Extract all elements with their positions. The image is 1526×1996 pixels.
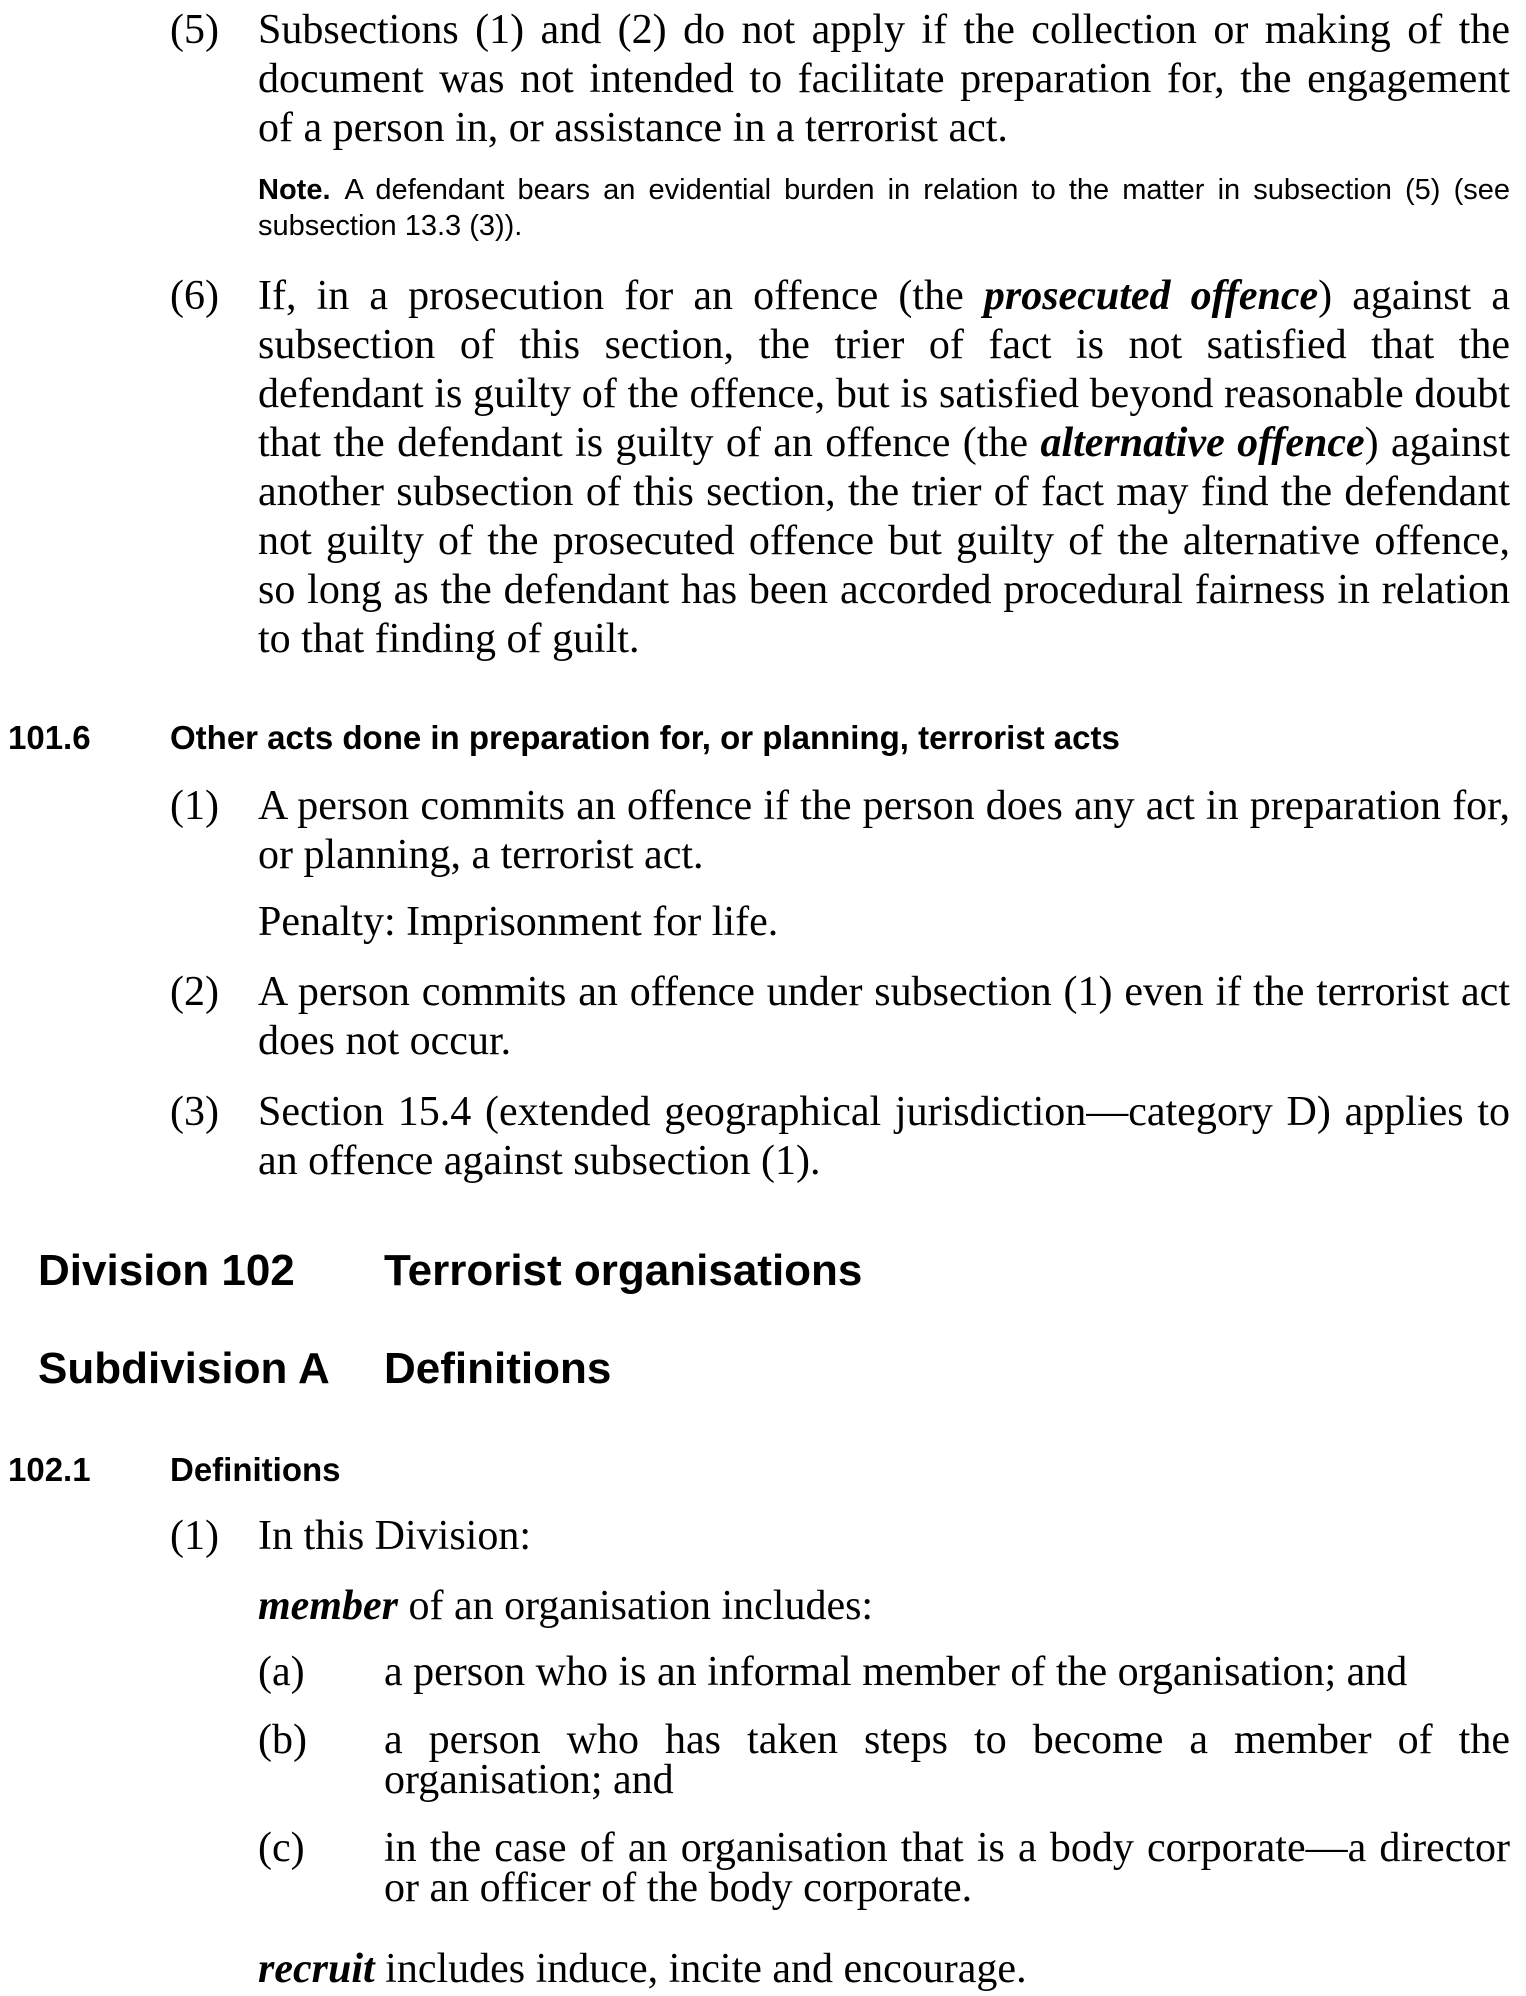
note (258, 172, 1510, 244)
subsection-text: Section 15.4 (extended geographical jurisdiction—category D) applies to an offence against subsection (1). (258, 1089, 1510, 1184)
subsection-text: In this Division: (258, 1513, 532, 1559)
subsection-number: (5) (170, 7, 219, 53)
defined-term-alternative-offence: alternative offence (1040, 420, 1365, 466)
defined-term-recruit: recruit (258, 1946, 375, 1992)
subdivision-title: Definitions (384, 1344, 612, 1393)
text-run: ) against another subsection of this section, the trier of fact may find the defendant not guilty of the prosecuted offence but guilty of the alternative offence, so long as the defendant has been accorded procedural fairness in relation to that finding of guilt. (258, 420, 1510, 662)
section-title: Other acts done in preparation for, or planning, terrorist acts (170, 719, 1120, 756)
subsection-5 (170, 6, 1510, 153)
subsection-number: (1) (170, 1513, 219, 1559)
text-run: ) against a subsection of this section, the trier of fact is not satisfied that the defendant is guilty of the offence, but is satisfied beyond reasonable doubt that the defendant is guilty of an offence (the (258, 273, 1511, 466)
subsection-number: (1) (170, 783, 219, 829)
note-text: A defendant bears an evidential burden in relation to the matter in subsection (5) (see subsection 13.3 (3)). (258, 174, 1510, 242)
penalty: Penalty: Imprisonment for life. (258, 899, 779, 945)
section-number: 101.6 (8, 719, 91, 756)
subsection-6 (170, 272, 1510, 664)
paragraph-c (258, 1825, 1510, 1911)
paragraph-b (258, 1717, 1510, 1803)
defined-term-member: member (258, 1583, 398, 1629)
paragraph-a (258, 1649, 1510, 1695)
paragraph-number: (c) (258, 1825, 305, 1871)
subsection-2 (170, 968, 1510, 1066)
paragraph-text: a person who has taken steps to become a member of the organisation; and (384, 1717, 1510, 1803)
paragraph-number: (b) (258, 1717, 307, 1763)
defined-term-prosecuted-offence: prosecuted offence (983, 273, 1319, 319)
definition-member (258, 1582, 1510, 1631)
subsection-number: (2) (170, 969, 219, 1015)
subsection-number: (3) (170, 1089, 219, 1135)
text-run: If, in a prosecution for an offence (the (258, 273, 984, 319)
note-label: Note. (258, 174, 331, 206)
section-title: Definitions (170, 1451, 341, 1488)
subsection-text: A person commits an offence if the person does any act in preparation for, or planning, a terrorist act. (258, 783, 1510, 878)
division-title: Terrorist organisations (384, 1246, 863, 1295)
definition-text: includes induce, incite and encourage. (374, 1946, 1027, 1992)
subsection-number: (6) (170, 273, 219, 319)
subsection-1 (170, 1512, 1510, 1561)
subdivision-number: Subdivision A (38, 1344, 330, 1393)
subsection-1 (170, 782, 1510, 880)
definition-recruit (258, 1945, 1510, 1994)
division-number: Division 102 (38, 1246, 295, 1295)
paragraph-text: a person who is an informal member of the organisation; and (384, 1649, 1408, 1695)
section-number: 102.1 (8, 1451, 91, 1488)
subsection-text (258, 272, 1510, 664)
paragraph-text: in the case of an organisation that is a body corporate—a director or an officer of the body corporate. (384, 1825, 1510, 1911)
subsection-text: A person commits an offence under subsection (1) even if the terrorist act does not occur. (258, 969, 1510, 1064)
definition-text: of an organisation includes: (397, 1583, 874, 1629)
subsection-text: Subsections (1) and (2) do not apply if the collection or making of the document was not intended to facilitate preparation for, the engagement of a person in, or assistance in a terrorist act. (258, 7, 1510, 151)
subsection-3 (170, 1088, 1510, 1186)
paragraph-number: (a) (258, 1649, 305, 1695)
